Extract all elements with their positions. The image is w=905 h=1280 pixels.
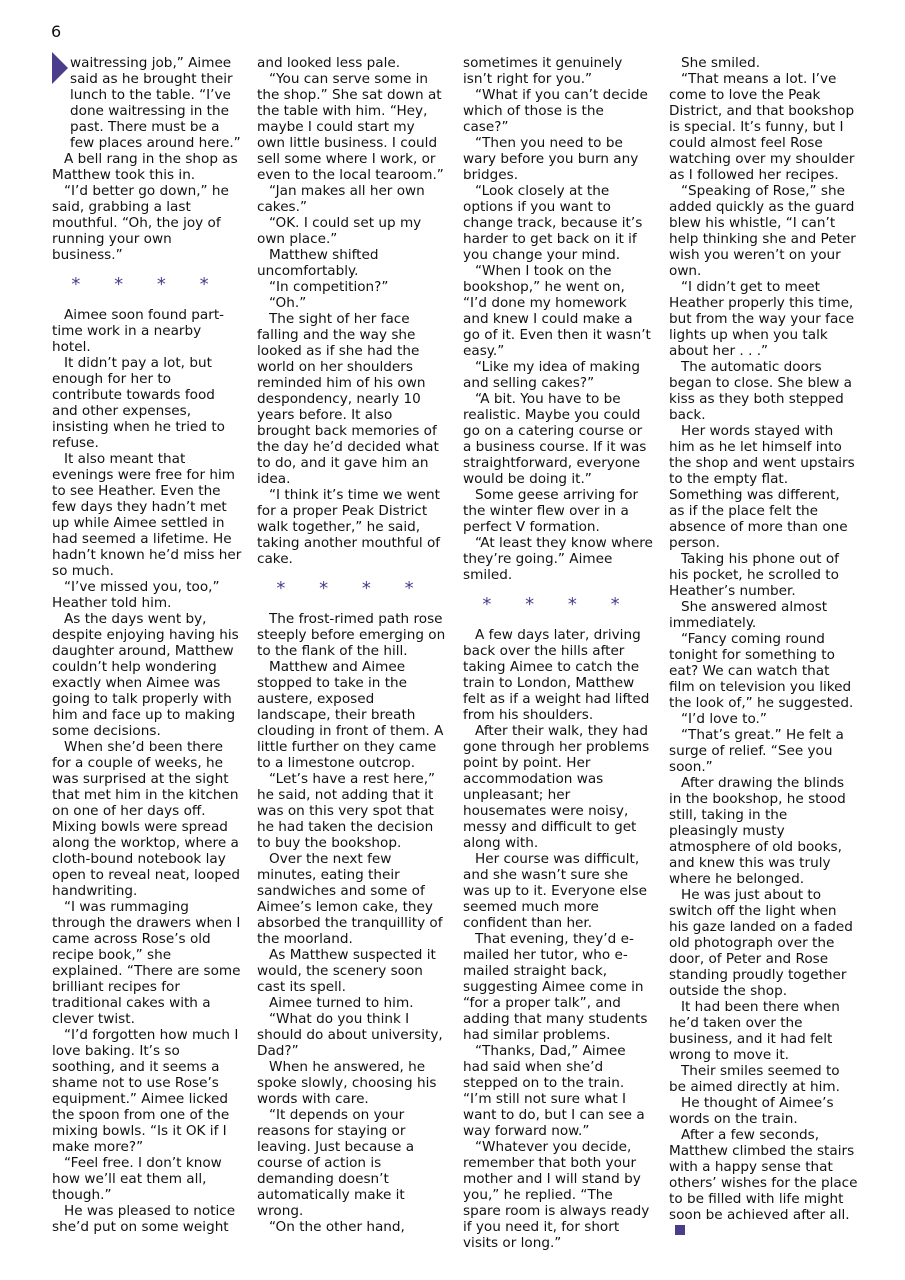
paragraph: Taking his phone out of his pocket, he scrolled to Heather’s number. (669, 551, 839, 599)
paragraph: sometimes it genuinely isn’t right for you.” (463, 55, 623, 87)
paragraph: “I’d better go down,” he said, grabbing a last mouthful. “Oh, the joy of running your own business.” (52, 183, 229, 263)
paragraph: “Jan makes all her own cakes.” (257, 183, 425, 215)
paragraph: When he answered, he spoke slowly, choosing his words with care. (257, 1059, 437, 1107)
paragraph: Their smiles seemed to be aimed directly at him. (669, 1063, 840, 1095)
paragraph: Aimee soon found part-time work in a nearby hotel. (52, 307, 225, 355)
paragraph: She smiled. (681, 55, 761, 71)
paragraph: As the days went by, despite enjoying having his daughter around, Matthew couldn’t help wondering exactly when Aimee was going to talk properly with him and face up to making some decisions. (52, 611, 239, 739)
paragraph: Matthew shifted uncomfortably. (257, 247, 379, 279)
paragraph: “Look closely at the options if you want to change track, because it’s harder to get back on it if you change your mind. (463, 183, 643, 263)
paragraph: “You can serve some in the shop.” She sat down at the table with him. “Hey, maybe I could start my own little business. I could sell some where I work, or even to the local tearoom.” (257, 71, 444, 183)
paragraph: He was pleased to notice she’d put on some weight (52, 1203, 236, 1235)
paragraph: “A bit. You have to be realistic. Maybe you could go on a catering course or a business course. If it was straightforward, everyone would be doing it.” (463, 391, 647, 487)
paragraph: She answered almost immediately. (669, 599, 828, 631)
paragraph: After their walk, they had gone through her problems point by point. Her accommodation was unpleasant; her housemates were noisy, messy and difficult to get along with. (463, 723, 650, 851)
paragraph: Aimee turned to him. (269, 995, 414, 1011)
paragraph: It didn’t pay a lot, but enough for her to contribute towards food and other expenses, insisting when he tried to refuse. (52, 355, 225, 451)
section-break: * * * * (71, 274, 223, 295)
paragraph: He was just about to switch off the light when his gaze landed on a faded old photograph over the door, of Peter and Rose standing proudly together outside the shop. (669, 887, 853, 999)
paragraph: It had been there when he’d taken over the business, and it had felt wrong to move it. (669, 999, 840, 1063)
paragraph: “Thanks, Dad,” Aimee had said when she’d stepped on to the train. “I’m still not sure what I want to do, but I can see a way forward now.” (463, 1043, 645, 1139)
paragraph: “It depends on your reasons for staying or leaving. Just because a course of action is demanding doesn’t automatically make it wrong. (257, 1107, 415, 1219)
paragraph: Her course was difficult, and she wasn’t sure she was up to it. Everyone else seemed much more confident than her. (463, 851, 647, 931)
paragraph: “What do you think I should do about university, Dad?” (257, 1011, 443, 1059)
paragraph: “I’ve missed you, too,” Heather told him. (52, 579, 220, 611)
paragraph: Her words stayed with him as he let himself into the shop and went upstairs to the empty flat. Something was different, as if the place felt the absence of more than one person. (669, 423, 855, 551)
paragraph: He thought of Aimee’s words on the train. (669, 1095, 834, 1127)
paragraph: Over the next few minutes, eating their sandwiches and some of Aimee’s lemon cake, they absorbed the tranquillity of the moorland. (257, 851, 443, 947)
paragraph: “Then you need to be wary before you burn any bridges. (463, 135, 639, 183)
page-number: 6 (51, 22, 62, 41)
text-column-4 (669, 55, 859, 1239)
paragraph: “I was rummaging through the drawers when I came across Rose’s old recipe book,” she explained. “There are some brilliant recipes for traditional cakes with a clever twist. (52, 899, 241, 1027)
paragraph: “I think it’s time we went for a proper Peak District walk together,” he said, taking another mouthful of cake. (257, 487, 441, 567)
paragraph: “Whatever you decide, remember that both your mother and I will stand by you,” he replied. “The spare room is always ready if you need it, for short visits or long.” (463, 1139, 650, 1251)
paragraph: “I didn’t get to meet Heather properly this time, but from the way your face lights up when you talk about her . . .” (669, 279, 855, 359)
paragraph: A few days later, driving back over the hills after taking Aimee to catch the train to London, Matthew felt as if a weight had lifted from his shoulders. (463, 627, 650, 723)
paragraph: “What if you can’t decide which of those is the case?” (463, 87, 648, 135)
paragraph: “That means a lot. I’ve come to love the Peak District, and that bookshop is special. It’s funny, but I could almost feel Rose watching over my shoulder as I followed her recipes. (669, 71, 855, 183)
paragraph: “When I took on the bookshop,” he went on, “I’d done my homework and knew I could make a go of it. Even then it wasn’t easy.” (463, 263, 651, 359)
paragraph: “I’d forgotten how much I love baking. It’s so soothing, and it seems a shame not to use Rose’s equipment.” Aimee licked the spoon from one of the mixing bowls. “Is it OK if I make more?” (52, 1027, 239, 1155)
final-paragraph-text: After a few seconds, Matthew climbed the stairs with a happy sense that others’ wishes for the place to be filled with life might soon be achieved after all. (669, 1127, 858, 1223)
paragraph: “Like my idea of making and selling cakes?” (463, 359, 640, 391)
text-column-2 (257, 55, 447, 1235)
paragraph: “Oh.” (269, 295, 307, 311)
section-break: * * * * (482, 594, 634, 615)
paragraph: and looked less pale. (257, 55, 401, 71)
paragraph (669, 1127, 859, 1239)
paragraph: A bell rang in the shop as Matthew took this in. (52, 151, 238, 183)
paragraph: It also meant that evenings were free for him to see Heather. Even the few days they hadn’t met up while Aimee settled in had seemed a lifetime. He hadn’t known he’d miss her so much. (52, 451, 242, 579)
paragraph: “Speaking of Rose,” she added quickly as the guard blew his whistle, “I can’t help thinking she and Peter wish you weren’t on your own. (669, 183, 856, 279)
paragraph: “I’d love to.” (681, 711, 767, 727)
paragraph: “In competition?” (269, 279, 389, 295)
paragraph: “At least they know where they’re going.” Aimee smiled. (463, 535, 653, 583)
paragraph: “That’s great.” He felt a surge of relief. “See you soon.” (669, 727, 844, 775)
paragraph: waitressing job,” Aimee said as he brought their lunch to the table. “I’ve done waitressing in the past. There must be a few places around here.” (70, 55, 241, 151)
paragraph: After drawing the blinds in the bookshop, he stood still, taking in the pleasingly musty atmosphere of old books, and knew this was truly where he belonged. (669, 775, 846, 887)
paragraph: “Let’s have a rest here,” he said, not adding that it was on this very spot that he had taken the decision to buy the bookshop. (257, 771, 436, 851)
paragraph: “Fancy coming round tonight for something to eat? We can watch that film on television you liked the look of,” he suggested. (669, 631, 854, 711)
section-break: * * * * (276, 578, 428, 599)
paragraph: “OK. I could set up my own place.” (257, 215, 422, 247)
end-of-story-square-icon (675, 1225, 685, 1235)
text-column-3 (463, 55, 653, 1251)
paragraph: As Matthew suspected it would, the scenery soon cast its spell. (257, 947, 436, 995)
paragraph: The sight of her face falling and the way she looked as if she had the world on her shoulders reminded him of his own despondency, nearly 10 years before. It also brought back memories of the day he’d decided what to do, and it gave him an idea. (257, 311, 439, 487)
paragraph: That evening, they’d e-mailed her tutor, who e-mailed straight back, suggesting Aimee come in “for a proper talk”, and adding that many students had similar problems. (463, 931, 648, 1043)
paragraph: The automatic doors began to close. She blew a kiss as they both stepped back. (669, 359, 852, 423)
paragraph: Matthew and Aimee stopped to take in the austere, exposed landscape, their breath clouding in front of them. A little further on they came to a limestone outcrop. (257, 659, 444, 771)
paragraph: “Feel free. I don’t know how we’ll eat them all, though.” (52, 1155, 222, 1203)
paragraph: “On the other hand, (269, 1219, 405, 1235)
paragraph: When she’d been there for a couple of weeks, he was surprised at the sight that met him in the kitchen on one of her days off. Mixing bowls were spread along the worktop, where a cloth-bound notebook lay open to reveal neat, looped handwriting. (52, 739, 241, 899)
text-column-1 (52, 55, 242, 1235)
paragraph: The frost-rimed path rose steeply before emerging on to the flank of the hill. (257, 611, 446, 659)
paragraph: Some geese arriving for the winter flew over in a perfect V formation. (463, 487, 639, 535)
